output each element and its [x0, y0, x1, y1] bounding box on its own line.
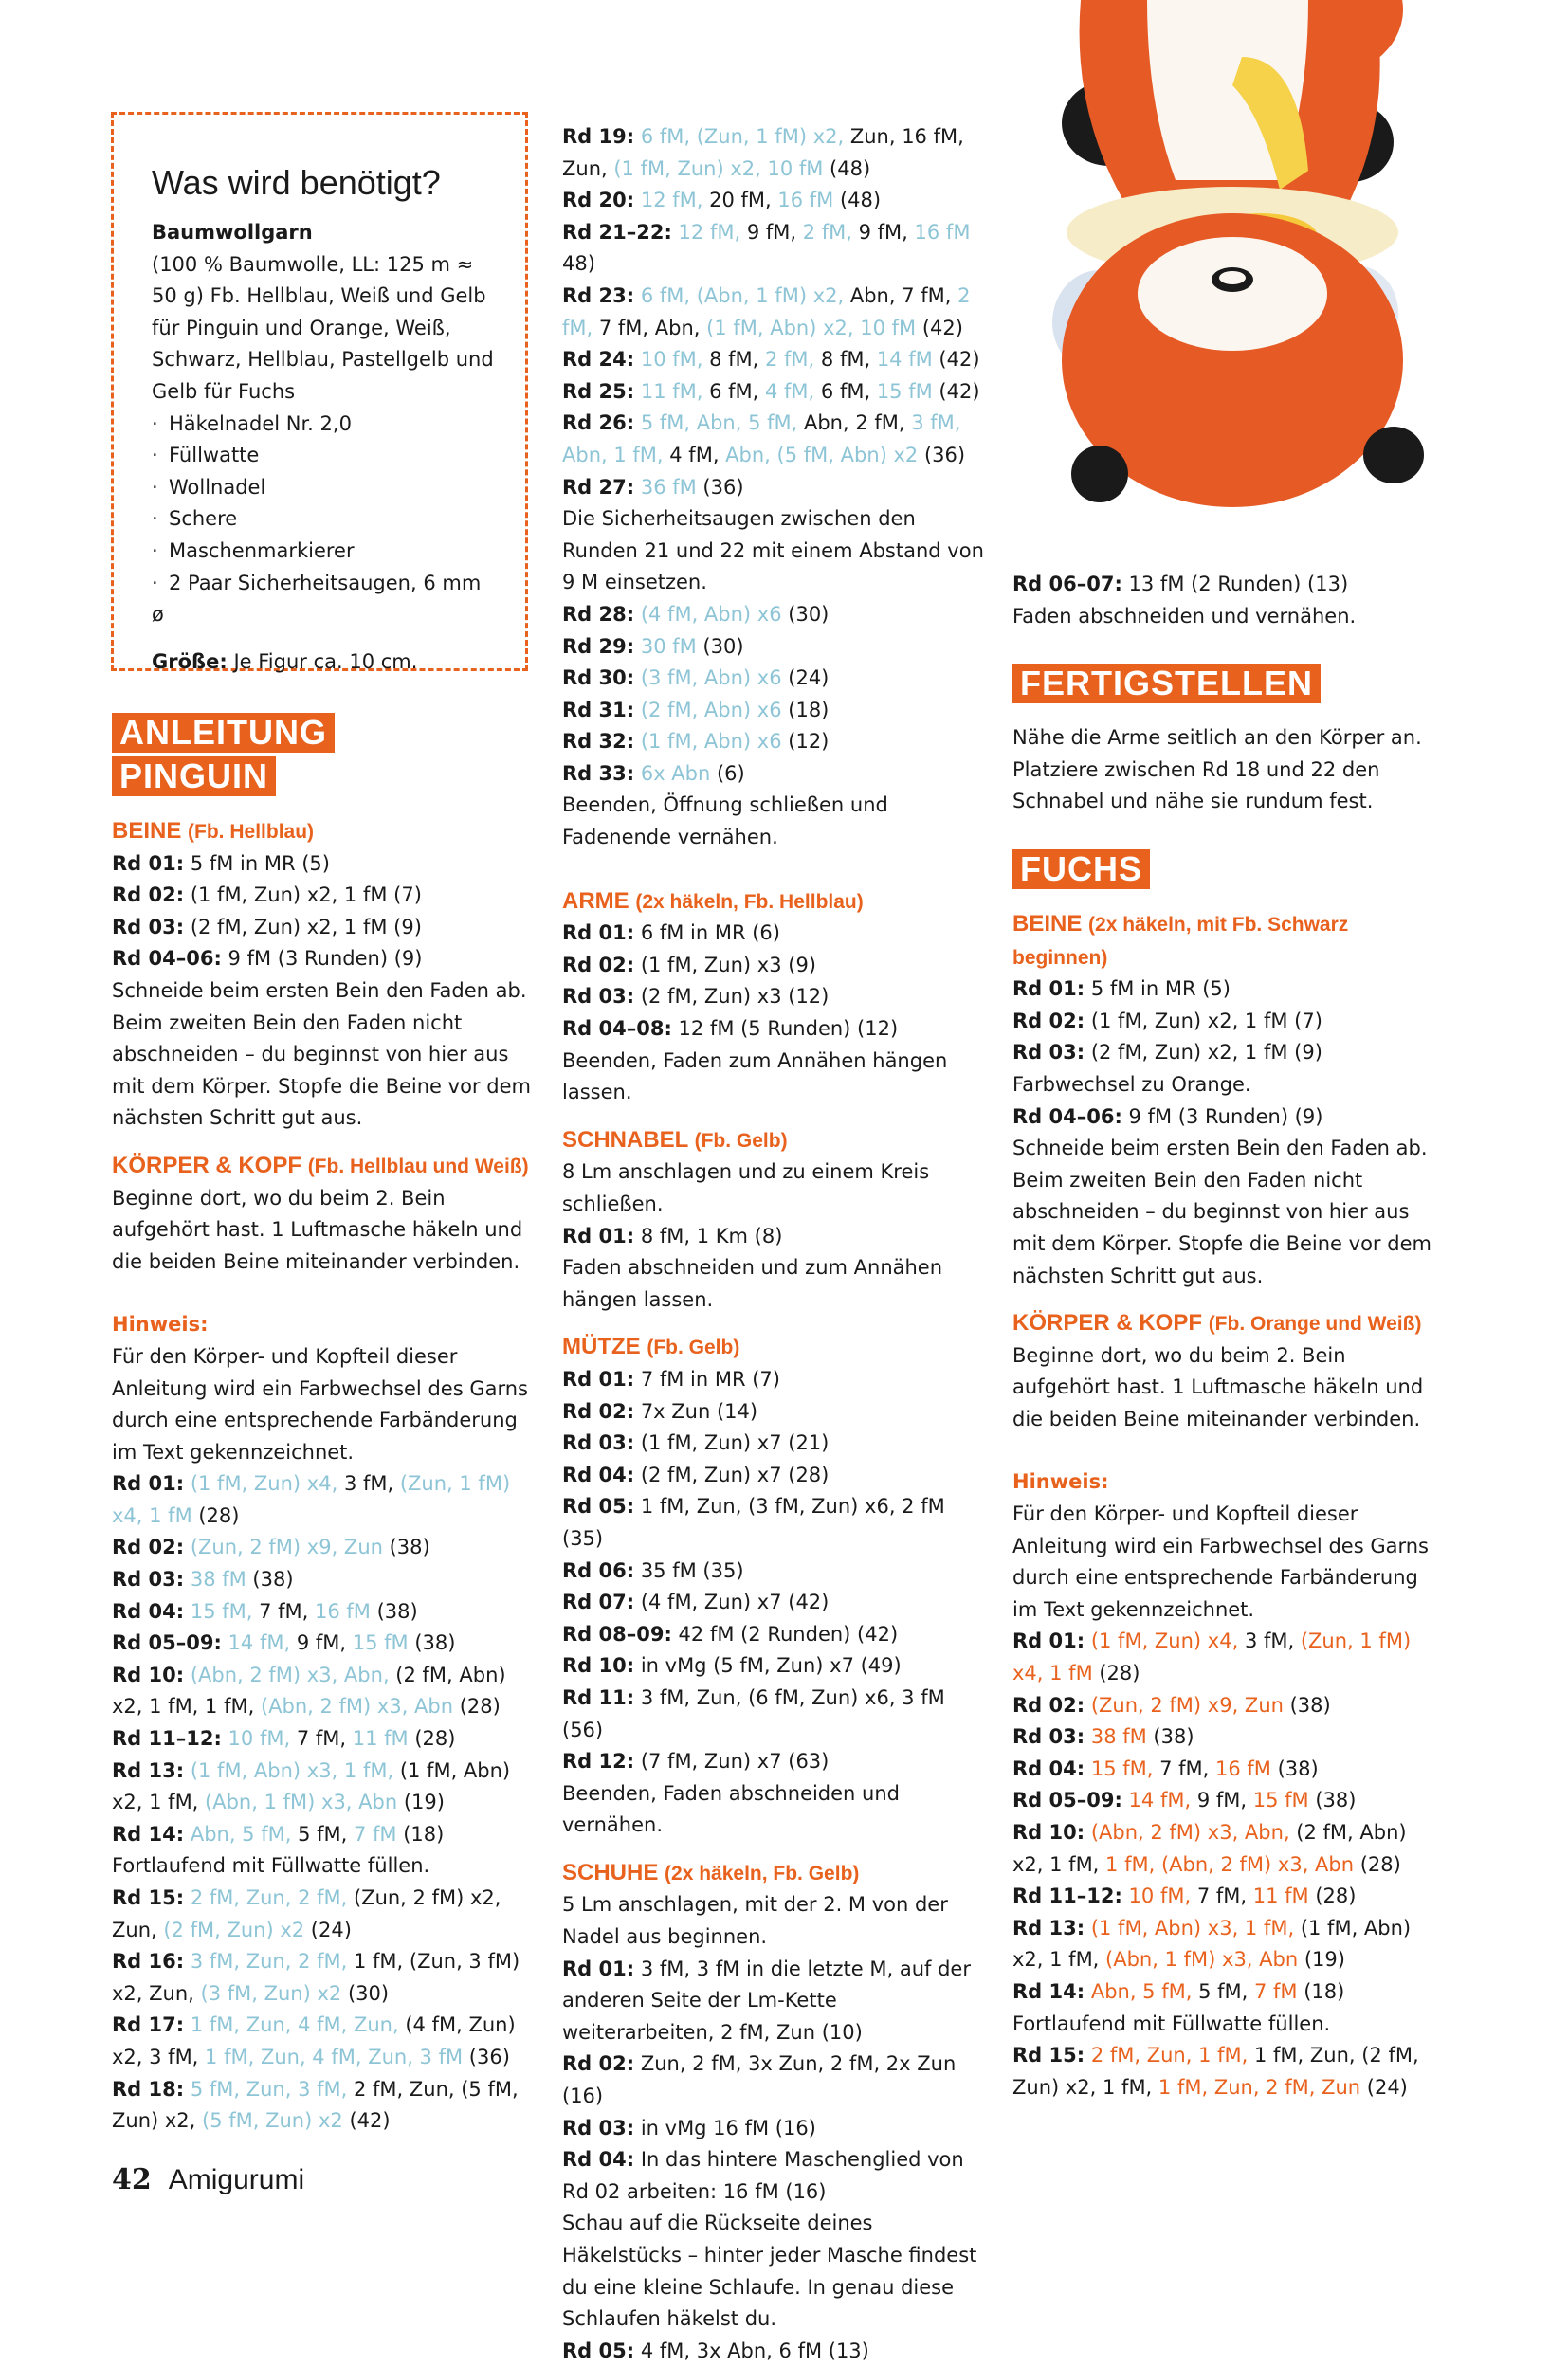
- round-line: Rd 03: (1 fM, Zun) x7 (21): [562, 1431, 830, 1455]
- instruction-text: Schneide beim ersten Bein den Faden ab. Beim zweiten Bein den Faden nicht abschneiden – du beginnst von hier aus mit dem Körper. Stopfe die Beine vor dem nächsten Schritt gut aus.: [112, 978, 531, 1130]
- round-line: Rd 11–12: 10 fM, 7 fM, 11 fM (28): [112, 1727, 456, 1751]
- round-line: Rd 10: in vMg (5 fM, Zun) x7 (49): [562, 1654, 902, 1678]
- round-line: Rd 13: (1 fM, Abn) x3, 1 fM, (1 fM, Abn) x2, 1 fM, (Abn, 1 fM) x3, Abn (19): [112, 1758, 511, 1814]
- round-line: Rd 18: 5 fM, Zun, 3 fM, 2 fM, Zun, (5 fM, Zun) x2, (5 fM, Zun) x2 (42): [112, 2077, 519, 2133]
- material-item: · Häkelnadel Nr. 2,0: [152, 409, 497, 441]
- round-line: Rd 03: in vMg 16 fM (16): [562, 2116, 816, 2139]
- instruction-text: Beginne dort, wo du beim 2. Bein aufgehört hast. 1 Luftmasche häkeln und die beiden Beine miteinander verbinden.: [1012, 1343, 1424, 1430]
- page-footer: [112, 2163, 304, 2196]
- round-line: Rd 01: 8 fM, 1 Km (8): [562, 1224, 783, 1247]
- section-fox-koerper-kopf: KÖRPER & KOPF (Fb. Orange und Weiß): [1012, 1310, 1422, 1337]
- page-number: 42: [112, 2163, 152, 2196]
- instruction-text: Schau auf die Rückseite deines Häkelstücks – hinter jeder Masche findest du eine kleine Schlaufe. In genau diese Schlaufen häkelst du.: [562, 2212, 977, 2331]
- round-line: Rd 04: 15 fM, 7 fM, 16 fM (38): [112, 1599, 418, 1623]
- instruction-text: Beginne dort, wo du beim 2. Bein aufgehört hast. 1 Luftmasche häkeln und die beiden Beine miteinander verbinden.: [112, 1186, 523, 1273]
- round-line: Rd 20: 12 fM, 20 fM, 16 fM (48): [562, 189, 882, 212]
- round-line: Rd 12: (7 fM, Zun) x7 (63): [562, 1750, 830, 1774]
- instruction-text: Beenden, Öffnung schließen und Fadenende vernähen.: [562, 793, 888, 849]
- yarn-text: (100 % Baumwolle, LL: 125 m ≈ 50 g) Fb. Hellblau, Weiß und Gelb für Pinguin und Orange, Weiß, Schwarz, Hellblau, Pastellgelb und Gelb für Fuchs: [152, 252, 494, 403]
- magazine-name: Amigurumi: [168, 2164, 305, 2195]
- note-title: Hinweis:: [112, 1313, 209, 1337]
- round-line: Rd 01: 3 fM, 3 fM in die letzte M, auf der anderen Seite der Lm-Kette weiterarbeiten, 2 fM, Zun (10): [562, 1957, 971, 2044]
- round-line: Rd 14: Abn, 5 fM, 5 fM, 7 fM (18): [1012, 1979, 1345, 2003]
- round-line: Rd 08–09: 42 fM (2 Runden) (42): [562, 1622, 899, 1646]
- section-koerper-kopf: KÖRPER & KOPF (Fb. Hellblau und Weiß): [112, 1152, 529, 1178]
- round-line: Rd 15: 2 fM, Zun, 2 fM, (Zun, 2 fM) x2, Zun, (2 fM, Zun) x2 (24): [112, 1886, 501, 1941]
- round-line: Rd 01: (1 fM, Zun) x4, 3 fM, (Zun, 1 fM) x4, 1 fM (28): [112, 1472, 511, 1527]
- round-line: Rd 33: 6x Abn (6): [562, 761, 745, 785]
- column-middle: [562, 121, 984, 2367]
- round-line: Rd 25: 11 fM, 6 fM, 4 fM, 6 fM, 15 fM (42): [562, 379, 980, 403]
- note-title: Hinweis:: [1012, 1470, 1109, 1494]
- round-line: Rd 01: (1 fM, Zun) x4, 3 fM, (Zun, 1 fM) x4, 1 fM (28): [1012, 1630, 1412, 1685]
- round-line: Rd 19: 6 fM, (Zun, 1 fM) x2, Zun, 16 fM, Zun, (1 fM, Zun) x2, 10 fM (48): [562, 125, 964, 180]
- round-line: Rd 03: 38 fM (38): [112, 1568, 294, 1592]
- round-line: Rd 16: 3 fM, Zun, 2 fM, 1 fM, (Zun, 3 fM) x2, Zun, (3 fM, Zun) x2 (30): [112, 1950, 520, 2005]
- materials-box: [111, 112, 528, 671]
- materials-title: Was wird benötigt?: [152, 163, 441, 202]
- note-text: Für den Körper- und Kopfteil dieser Anleitung wird ein Farbwechsel des Garns durch eine entsprechende Farbänderung im Text gekennzeichnet.: [1012, 1502, 1429, 1621]
- size-info: Größe: Je Figur ca. 10 cm.: [152, 649, 418, 673]
- round-line: Rd 13: (1 fM, Abn) x3, 1 fM, (1 fM, Abn) x2, 1 fM, (Abn, 1 fM) x3, Abn (19): [1012, 1916, 1412, 1972]
- instruction-text: Fortlaufend mit Füllwatte füllen.: [112, 1854, 430, 1878]
- round-line: Rd 28: (4 fM, Abn) x6 (30): [562, 602, 830, 626]
- round-line: Rd 06: 35 fM (35): [562, 1558, 744, 1582]
- round-line: Rd 04: (2 fM, Zun) x7 (28): [562, 1463, 830, 1486]
- round-line: Rd 02: (1 fM, Zun) x2, 1 fM (7): [112, 883, 422, 907]
- material-item: · Wollnadel: [152, 472, 497, 504]
- section-muetze: MÜTZE (Fb. Gelb): [562, 1334, 740, 1360]
- round-line: Rd 06–07: 13 fM (2 Runden) (13): [1012, 573, 1349, 595]
- round-line: Rd 10: (Abn, 2 fM) x3, Abn, (2 fM, Abn) x2, 1 fM, 1 fM, (Abn, 2 fM) x3, Abn (28): [112, 1663, 506, 1719]
- instruction-text: Faden abschneiden und zum Annähen hängen lassen.: [562, 1256, 943, 1311]
- round-line: Rd 04–08: 12 fM (5 Runden) (12): [562, 1017, 899, 1041]
- finish-text: Nähe die Arme seitlich an den Körper an. Platziere zwischen Rd 18 und 22 den Schnabel und nähe sie rundum fest.: [1012, 726, 1422, 813]
- section-schnabel: SCHNABEL (Fb. Gelb): [562, 1126, 788, 1153]
- banner-pinguin: PINGUIN: [112, 756, 276, 796]
- instruction-text: Farbwechsel zu Orange.: [1012, 1072, 1251, 1096]
- note-text: Für den Körper- und Kopfteil dieser Anleitung wird ein Farbwechsel des Garns durch eine entsprechende Farbänderung im Text gekennzeichnet.: [112, 1344, 528, 1464]
- instruction-text: Faden abschneiden und vernähen.: [1012, 604, 1357, 628]
- round-line: Rd 10: (Abn, 2 fM) x3, Abn, (2 fM, Abn) x2, 1 fM, 1 fM, (Abn, 2 fM) x3, Abn (28): [1012, 1821, 1407, 1876]
- round-line: Rd 04: 15 fM, 7 fM, 16 fM (38): [1012, 1757, 1319, 1780]
- round-line: Rd 05: 4 fM, 3x Abn, 6 fM (13): [562, 2339, 869, 2362]
- round-line: Rd 01: 6 fM in MR (6): [562, 921, 780, 945]
- instruction-text: Schneide beim ersten Bein den Faden ab. Beim zweiten Bein den Faden nicht abschneiden – du beginnst von hier aus mit dem Körper. Stopfe die Beine vor dem nächsten Schritt gut aus.: [1012, 1137, 1431, 1287]
- round-line: Rd 24: 10 fM, 8 fM, 2 fM, 8 fM, 14 fM (42): [562, 348, 980, 372]
- material-item: · 2 Paar Sicherheitsaugen, 6 mm ø: [152, 568, 497, 631]
- banner-fuchs: FUCHS: [1012, 849, 1150, 889]
- round-line: Rd 02: Zun, 2 fM, 3x Zun, 2 fM, 2x Zun (16): [562, 2052, 957, 2108]
- round-line: Rd 05–09: 14 fM, 9 fM, 15 fM (38): [1012, 1789, 1357, 1812]
- banner-fertigstellen: FERTIGSTELLEN: [1012, 664, 1321, 703]
- section-fox-beine: BEINE (2x häkeln, mit Fb. Schwarz beginnen): [1012, 910, 1349, 969]
- banner-anleitung: ANLEITUNG: [112, 713, 335, 753]
- round-line: Rd 04: In das hintere Maschenglied von Rd 02 arbeiten: 16 fM (16): [562, 2148, 964, 2203]
- round-line: Rd 07: (4 fM, Zun) x7 (42): [562, 1591, 830, 1614]
- instruction-text: 5 Lm anschlagen, mit der 2. M von der Nadel aus beginnen.: [562, 1893, 948, 1949]
- material-item: · Maschenmarkierer: [152, 536, 497, 568]
- material-item: · Füllwatte: [152, 440, 497, 472]
- round-line: Rd 21–22: 12 fM, 9 fM, 2 fM, 9 fM, 16 fM 48): [562, 220, 971, 276]
- section-beine: BEINE (Fb. Hellblau): [112, 818, 315, 844]
- round-line: Rd 05: 1 fM, Zun, (3 fM, Zun) x6, 2 fM (35): [562, 1495, 945, 1550]
- round-line: Rd 32: (1 fM, Abn) x6 (12): [562, 730, 830, 754]
- round-line: Rd 03: 38 fM (38): [1012, 1725, 1194, 1749]
- round-line: Rd 02: 7x Zun (14): [562, 1399, 758, 1423]
- round-line: Rd 17: 1 fM, Zun, 4 fM, Zun, (4 fM, Zun) x2, 3 fM, 1 fM, Zun, 4 fM, Zun, 3 fM (36): [112, 2013, 516, 2068]
- column-right: [1012, 569, 1434, 2103]
- round-line: Rd 27: 36 fM (36): [562, 475, 744, 499]
- round-line: Rd 14: Abn, 5 fM, 5 fM, 7 fM (18): [112, 1822, 445, 1846]
- instruction-text: 8 Lm anschlagen und zu einem Kreis schließen.: [562, 1160, 930, 1215]
- material-item: · Schere: [152, 503, 497, 536]
- round-line: Rd 01: 5 fM in MR (5): [1012, 977, 1231, 1001]
- round-line: Rd 03: (2 fM, Zun) x2, 1 fM (9): [1012, 1041, 1322, 1065]
- round-line: Rd 03: (2 fM, Zun) x2, 1 fM (9): [112, 915, 422, 938]
- round-line: Rd 03: (2 fM, Zun) x3 (12): [562, 985, 830, 1009]
- round-line: Rd 15: 2 fM, Zun, 1 fM, 1 fM, Zun, (2 fM, Zun) x2, 1 fM, 1 fM, Zun, 2 fM, Zun (24): [1012, 2044, 1419, 2099]
- round-line: Rd 01: 5 fM in MR (5): [112, 851, 330, 875]
- round-line: Rd 04–06: 9 fM (3 Runden) (9): [1012, 1104, 1323, 1128]
- column-left: [112, 713, 534, 2138]
- round-line: Rd 30: (3 fM, Abn) x6 (24): [562, 666, 830, 690]
- round-line: Rd 11: 3 fM, Zun, (6 fM, Zun) x6, 3 fM (56): [562, 1685, 945, 1741]
- instruction-text: Beenden, Faden abschneiden und vernähen.: [562, 1781, 900, 1837]
- section-schuhe: SCHUHE (2x häkeln, Fb. Gelb): [562, 1859, 860, 1885]
- round-line: Rd 05–09: 14 fM, 9 fM, 15 fM (38): [112, 1631, 456, 1655]
- round-line: Rd 23: 6 fM, (Abn, 1 fM) x2, Abn, 7 fM, 2 fM, 7 fM, Abn, (1 fM, Abn) x2, 10 fM (42): [562, 283, 971, 339]
- materials-list: [152, 409, 497, 631]
- round-line: Rd 04–06: 9 fM (3 Runden) (9): [112, 947, 423, 971]
- round-line: Rd 26: 5 fM, Abn, 5 fM, Abn, 2 fM, 3 fM, Abn, 1 fM, 4 fM, Abn, (5 fM, Abn) x2 (36): [562, 411, 966, 466]
- round-line: Rd 31: (2 fM, Abn) x6 (18): [562, 698, 830, 721]
- round-line: Rd 02: (Zun, 2 fM) x9, Zun (38): [1012, 1693, 1331, 1717]
- round-line: Rd 29: 30 fM (30): [562, 634, 744, 658]
- fox-amigurumi-photo: [995, 0, 1450, 531]
- instruction-text: Die Sicherheitsaugen zwischen den Runden 21 und 22 mit einem Abstand von 9 M einsetzen.: [562, 507, 984, 594]
- yarn-label: Baumwollgarn: [152, 221, 313, 244]
- round-line: Rd 02: (1 fM, Zun) x3 (9): [562, 953, 816, 976]
- section-arme: ARME (2x häkeln, Fb. Hellblau): [562, 887, 864, 914]
- round-line: Rd 11–12: 10 fM, 7 fM, 11 fM (28): [1012, 1884, 1357, 1908]
- round-line: Rd 02: (1 fM, Zun) x2, 1 fM (7): [1012, 1009, 1322, 1032]
- round-line: Rd 02: (Zun, 2 fM) x9, Zun (38): [112, 1536, 430, 1559]
- round-line: Rd 01: 7 fM in MR (7): [562, 1367, 780, 1391]
- instruction-text: Fortlaufend mit Füllwatte füllen.: [1012, 2012, 1331, 2035]
- instruction-text: Beenden, Faden zum Annähen hängen lassen.: [562, 1048, 948, 1104]
